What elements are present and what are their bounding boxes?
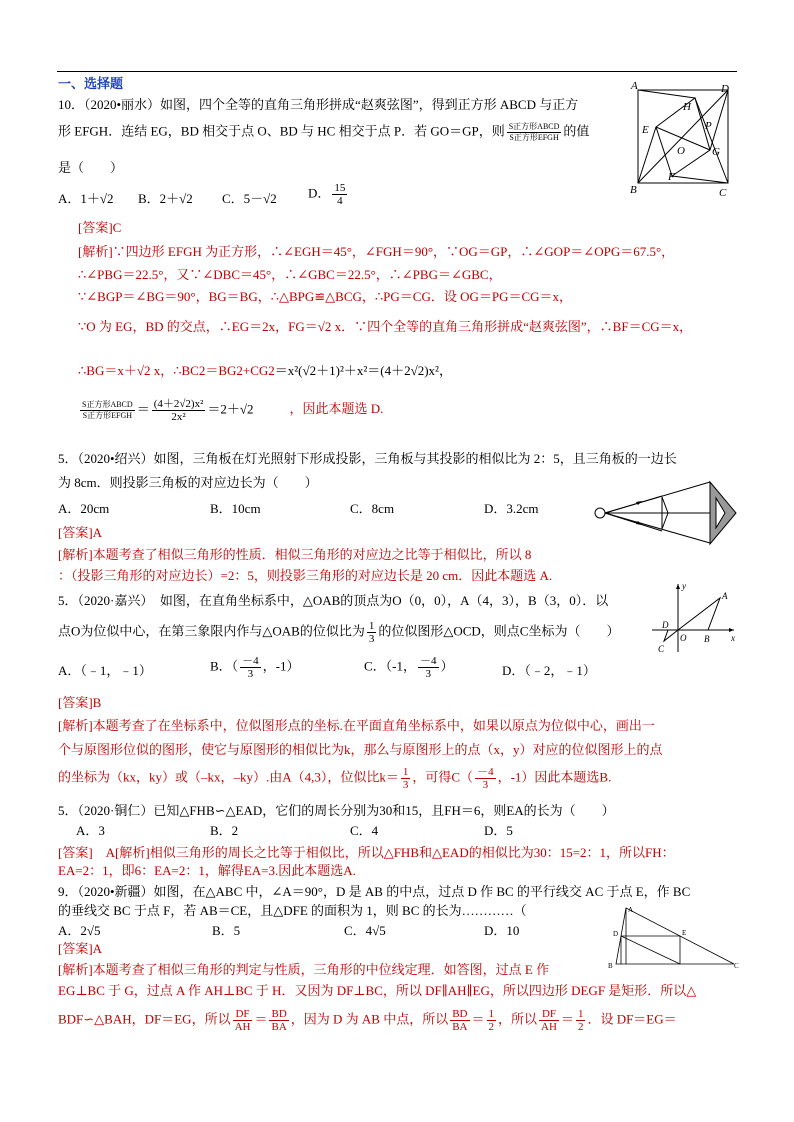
- frac-num: 1: [577, 1008, 584, 1020]
- q3-option-c: [364, 655, 454, 680]
- q1-option-d-frac: [332, 182, 347, 207]
- q2-option-b: B．10cm: [210, 501, 261, 516]
- frac-den: AH: [541, 1021, 557, 1033]
- frac-num-value: 4: [488, 766, 494, 778]
- q1-solution-3: ∵∠BGP＝∠BG＝90°，BG＝BG，∴△BPG≌△BCG，∴PG＝CG．设 OG＝PG＝CG＝x，: [78, 289, 573, 304]
- frac-num-value: 4: [431, 655, 437, 667]
- frac-den: 2: [488, 1021, 495, 1033]
- equals-sign: ＝: [254, 1011, 268, 1027]
- q3-option-b: [210, 655, 300, 680]
- top-rule: [57, 71, 737, 72]
- q1-solution-5a: ∴BG＝x＋√2 x，∴BC2＝BG2+CG2: [78, 363, 275, 378]
- ratio-frac: [80, 400, 135, 421]
- label-H: H: [683, 101, 691, 113]
- q1-solution-6: $\frac{\text{S正方形ABCD}}{\text{S正方形EFGH}}$ ＝ $\frac{\text{(4＋2√2)x²}}{\text{2x²}}$ ＝2＋√2 ，因此本题选 D.: [82, 398, 384, 423]
- frac-den: 2x²: [171, 411, 186, 423]
- label-y: y: [682, 581, 686, 591]
- q1-solution-1: [解析]∵四边形 EFGH 为正方形，∴∠EGH＝45°，∠FGH＝90°，∵OG＝GP，∴∠GOP＝∠OPG＝67.5°，: [78, 244, 675, 259]
- q2-line2: 为 8cm．则投影三角板的对应边长为（ ）: [58, 475, 318, 490]
- label-B: B: [608, 962, 613, 970]
- q5-option-d: D．10: [484, 923, 520, 938]
- q4-solution-2: EA=2：1，即6：EA=2：1，解得EA=3.因此本题选A.: [58, 863, 356, 878]
- q3-option-b-suffix: ，-1）: [262, 658, 300, 674]
- triangle-ocd: [664, 630, 678, 641]
- q3-line1: 5．（2020·嘉兴） 如图，在直角坐标系中，△OAB的顶点为O（0，0），A（4，3），B（3，0）．以: [58, 593, 609, 608]
- q1-line1: 10．（2020•丽水）如图，四个全等的直角三角形拼成“赵爽弦图”，得到正方形 ABCD 与正方: [58, 97, 579, 112]
- q1-solution-6-tail: ＝2＋√2: [207, 401, 254, 417]
- section-title: 一、选择题: [58, 76, 124, 91]
- label-A: A: [631, 80, 638, 92]
- q3-solution-3b: ，可得C（: [412, 769, 474, 785]
- frac-den: 3: [402, 779, 409, 791]
- q1-line2-a: 形 EFGH．连结 EG，BD 相交于点 O、BD 与 HC 相交于点 P．若 GO＝GP，则: [58, 123, 505, 139]
- q5-solution-2: EG⊥BC 于 G，过点 A 作 AH⊥BC 于 H．又因为 DF⊥BC，所以 DF∥AH∥EG，所以四边形 DEGF 是矩形．所以△: [58, 983, 697, 998]
- q1-option-a: A．1＋√2: [58, 191, 114, 206]
- q5-line2: 的垂线交 BC 于点 F，若 AB＝CE，且△DFE 的面积为 1，则 BC 的长为…………（: [58, 903, 527, 918]
- q3-line2-a: 点O为位似中心，在第三象限内作与△OAB的位似比为: [58, 623, 365, 639]
- q5-option-a: A．2√5: [58, 923, 101, 938]
- frac-den: AH: [234, 1021, 251, 1033]
- q3-option-a: A．（﹣1，﹣1）: [58, 663, 152, 678]
- q1-answer: [答案]C: [78, 220, 122, 235]
- frac-df-ah-2: [539, 1008, 559, 1033]
- frac-half: [487, 1008, 497, 1033]
- frac-num: 1: [402, 766, 409, 778]
- q3-option-b-frac: [240, 655, 261, 680]
- label-G: G: [712, 146, 720, 158]
- q3-solution-3: [58, 766, 611, 791]
- q4-solution-1: [答案] A[解析]相似三角形的周长之比等于相似比，所以△FHB和△EAD的相似比为30：15=2：1，所以FH：: [58, 845, 675, 860]
- frac-den: 3: [482, 779, 489, 791]
- equals-sign: ＝: [471, 1011, 485, 1027]
- q5-solution-3c: ，所以: [498, 1011, 538, 1027]
- frac-den: BA: [452, 1021, 468, 1033]
- q5-solution-3a: BDF∽△BAH，DF＝EG，所以: [58, 1011, 231, 1027]
- label-E: E: [682, 929, 687, 937]
- label-x: x: [731, 633, 735, 643]
- frac-num: BD: [452, 1008, 468, 1020]
- frac-bd-ba: [269, 1008, 288, 1033]
- frac-num: 15: [334, 182, 346, 194]
- q3-line2-b: 的位似图形△OCD，则点C坐标为（ ）: [378, 623, 620, 639]
- q1-line2-b: 的值: [563, 123, 590, 139]
- q2-answer: [答案]A: [58, 525, 103, 540]
- label-O: O: [680, 633, 687, 643]
- q5-answer: [答案]A: [58, 941, 103, 956]
- q5-solution-1: [解析]本题考查了相似三角形的判定与性质，三角形的中位线定理．如答图，过点 E 作: [58, 962, 550, 977]
- q2-option-a: A．20cm: [58, 501, 110, 516]
- q5-solution-3: [58, 1008, 677, 1033]
- frac-den: BA: [271, 1021, 287, 1033]
- frac-num: 1: [368, 620, 375, 632]
- frac-num: S正方形ABCD: [82, 400, 133, 409]
- equals-sign: ＝: [560, 1011, 574, 1027]
- frac-den: 2: [577, 1021, 584, 1033]
- frac-num: －4: [420, 655, 437, 667]
- frac-num: BD: [271, 1008, 287, 1020]
- q3-option-c-frac: [418, 655, 439, 680]
- label-D: D: [613, 930, 619, 938]
- q1-solution-5: [78, 362, 452, 380]
- q1-solution-2: ∴∠PBG＝22.5°，又∵∠DBC＝45°，∴∠GBC＝22.5°，∴∠PBG＝∠GBC，: [78, 267, 502, 282]
- segment-hc: [695, 98, 728, 183]
- frac-half-2: [576, 1008, 586, 1033]
- frac-num: DF: [233, 1008, 253, 1021]
- value-frac: [152, 398, 206, 423]
- frac-num: －4: [242, 655, 259, 667]
- q2-option-d: D．3.2cm: [484, 501, 539, 516]
- q4-option-d: D．5: [484, 823, 513, 838]
- q3-option-c-suffix: ）: [440, 658, 454, 674]
- lamp-bulb: [595, 508, 605, 518]
- similarity-frac: [367, 620, 377, 645]
- frac-num: DF: [539, 1008, 559, 1021]
- q1-option-d: [308, 182, 349, 207]
- q1-ratio-frac: [507, 122, 562, 143]
- c-frac: [475, 766, 496, 791]
- frac-bd-ba-2: [450, 1008, 469, 1033]
- label-F: F: [668, 171, 675, 183]
- projection-figure: [592, 476, 738, 548]
- label-D: D: [662, 620, 669, 630]
- q3-solution-2: 个与原图形位似的图形，使它与原图形的相似比为k，那么与原图形上的点（x，y）对应的位似图形上的点: [58, 742, 663, 757]
- q3-answer: [答案]B: [58, 695, 102, 710]
- q1-option-b: B．2＋√2: [138, 191, 193, 206]
- q1-solution-6-end: ，因此本题选 D.: [289, 401, 384, 417]
- label-A: A: [628, 906, 634, 914]
- triangle-oab: [678, 598, 720, 630]
- q5-solution-3d: ．设 DF＝EG＝: [587, 1011, 677, 1027]
- coordinate-figure: [648, 580, 740, 656]
- q1-solution-5b: ＝x²(√2＋1)²＋x²＝(4＋2√2)x²，: [274, 363, 452, 378]
- frac-num: (4＋2√2)x²: [153, 398, 204, 410]
- label-C: C: [734, 962, 739, 970]
- q3-option-b-prefix: B．（: [210, 658, 239, 674]
- q1-line2: [58, 122, 589, 143]
- q3-solution-3c: ，-1）因此本题选B.: [497, 769, 612, 785]
- q1-option-c: C．5－√2: [222, 191, 277, 206]
- q3-solution-3a: 的坐标为（kx，ky）或（–kx，–ky）.由A（4,3），位似比k＝: [58, 769, 399, 785]
- q2-solution-1: [解析]本题考查了相似三角形的性质．相似三角形的对应边之比等于相似比，所以 8: [58, 547, 532, 562]
- label-A: A: [722, 591, 728, 601]
- zhao-shuang-figure: [628, 80, 738, 200]
- label-C: C: [719, 187, 727, 199]
- label-C: C: [658, 644, 665, 654]
- q3-option-c-prefix: C．（-1，: [364, 658, 417, 674]
- frac-num: －4: [477, 766, 494, 778]
- q2-solution-2: ：（投影三角形的对应边长）=2：5，则投影三角形的对应边长是 20 cm．因此本题选 A.: [58, 568, 553, 583]
- frac-den: 3: [425, 668, 432, 680]
- k-frac: [401, 766, 411, 791]
- q5-solution-3b: ，因为 D 为 AB 中点，所以: [290, 1011, 449, 1027]
- q2-line1: 5．（2020•绍兴）如图，三角板在灯光照射下形成投影，三角板与其投影的相似比为 2：5，且三角板的一边长: [58, 451, 677, 466]
- frac-df-ah: [233, 1008, 253, 1033]
- frac-num: S正方形ABCD: [508, 122, 560, 131]
- q5-option-c: C．4√5: [344, 923, 386, 938]
- frac-den: 3: [368, 633, 375, 645]
- q5-line1: 9．（2020•新疆）如图，在△ABC 中，∠A＝90°，D 是 AB 的中点，过点 D 作 BC 的平行线交 AC 于点 E，作 BC: [58, 884, 691, 899]
- q2-option-c: C．8cm: [350, 501, 395, 516]
- label-E: E: [642, 124, 649, 136]
- q4-option-b: B．2: [210, 823, 239, 838]
- frac-den: 3: [247, 668, 254, 680]
- q4-line1: 5．（2020·铜仁）已知△FHB∽△EAD，它们的周长分别为30和15，且FH＝6，则EA的长为（ ）: [58, 803, 615, 818]
- q5-option-b: B．5: [212, 923, 241, 938]
- frac-num-value: 4: [253, 655, 259, 667]
- q3-solution-1: [解析]本题考查了在坐标系中，位似图形点的坐标.在平面直角坐标系中，如果以原点为位似中心，画出一: [58, 718, 655, 733]
- frac-den: S正方形EFGH: [509, 133, 559, 142]
- frac-den: 4: [337, 195, 343, 207]
- frac-num: 1: [488, 1008, 495, 1020]
- q1-solution-4: ∵O 为 EG，BD 的交点，∴EG＝2x，FG＝√2 x．∵四个全等的直角三角形拼成“赵爽弦图”，∴BF＝CG＝x，: [78, 319, 693, 334]
- frac-den: S正方形EFGH: [82, 411, 133, 420]
- triangle-figure: [604, 904, 740, 970]
- q4-option-a: A．3: [76, 823, 105, 838]
- label-D: D: [721, 83, 729, 95]
- q3-line2: [58, 620, 619, 645]
- q1-option-d-prefix: D．: [308, 185, 331, 201]
- label-B: B: [630, 184, 637, 196]
- q4-option-c: C．4: [350, 823, 379, 838]
- q1-line3: 是（ ）: [58, 160, 124, 175]
- q3-option-d: D．（﹣2，﹣1）: [502, 663, 596, 678]
- label-O: O: [677, 145, 685, 157]
- label-B: B: [704, 634, 710, 644]
- label-P: P: [705, 120, 712, 132]
